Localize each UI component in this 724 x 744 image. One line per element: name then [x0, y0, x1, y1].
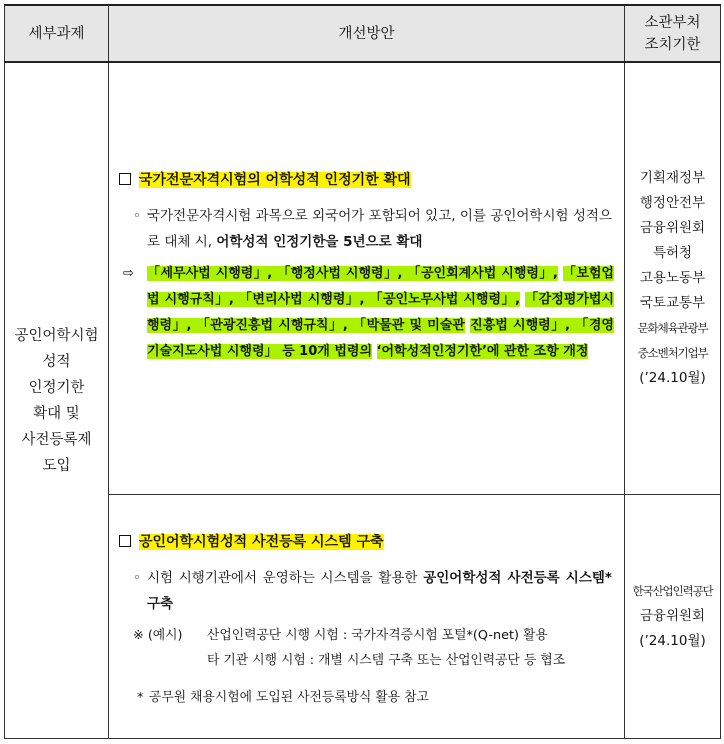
header-task [5, 5, 109, 62]
task-line: 확대 및 [33, 405, 80, 422]
law-line: ‘어학성적인정기한’에 관한 조항 개정 [376, 344, 589, 359]
header-plan [109, 5, 625, 62]
plan-paragraph [119, 203, 614, 255]
dept-name: 기획재정부 [639, 169, 706, 186]
note-line: 산업인력공단 시행 시험 : 국가자격증시험 포털*(Q-net) 활용 [207, 627, 548, 643]
header-plan-label: 개선방안 [338, 25, 395, 42]
table-row [5, 494, 721, 739]
bullet-icon: ◦ [133, 569, 141, 586]
table-row [5, 62, 721, 494]
right-arrow-icon: ⇨ [123, 266, 134, 281]
law-amendment-list [119, 261, 614, 365]
header-row [5, 5, 721, 62]
paragraph-bold-text: 어학성적 인정기한을 5년으로 확대 [216, 234, 423, 250]
header-task-label: 세부과제 [28, 25, 85, 42]
deadline: (’24.10월) [639, 632, 706, 649]
bullet-icon: ◦ [133, 208, 141, 224]
reform-table [4, 4, 721, 739]
law-line: 「보험업법 시행규칙」, 「변리사법 시행령」, 「공인노무사법 시행령」, [147, 266, 614, 307]
plan-cell-2 [109, 494, 625, 739]
note-mark-icon: ※ [133, 627, 144, 643]
header-deadline-label: 조치기한 [644, 36, 701, 53]
paragraph-bold-text: 공인어학성적 사전등록 시스템* 구축 [147, 569, 612, 612]
plan-heading-2 [119, 531, 614, 553]
dept-name: 금융위원회 [639, 607, 706, 624]
task-cell [5, 62, 109, 739]
note-line: 타 기관 시행 시험 : 개별 시스템 구축 또는 산업인력공단 등 협조 [207, 652, 566, 668]
note-prefix: (예시) [147, 627, 183, 643]
task-line: 사전등록제 [21, 431, 92, 448]
task-line: 공인어학시험 [14, 327, 99, 344]
deadline: (’24.10월) [639, 369, 706, 386]
checkbox-square-icon [119, 173, 131, 185]
dept-name: 행정안전부 [639, 194, 706, 211]
dept-name: 국토교통부 [639, 294, 706, 311]
dept-name: 문화체육관광부 [637, 320, 708, 335]
plan-heading-1 [119, 169, 614, 191]
paragraph-text: 국가전문자격시험 과목으로 외국어가 포함되어 있고, 이를 공인어학시험 성적으로 대체 시, [147, 208, 612, 250]
task-line: 성적 [42, 353, 71, 370]
checkbox-square-icon [119, 535, 131, 547]
law-line: 진흥법 시행령」, 「경영기술지도사법 시행령」 등 10개 법령의 [147, 318, 614, 359]
dept-cell-2 [625, 494, 721, 739]
dept-cell-1 [625, 62, 721, 494]
dept-name: 중소벤처기업부 [637, 345, 708, 360]
task-line: 인정기한 [28, 379, 85, 396]
header-dept [625, 5, 721, 62]
plan-heading-text: 국가전문자격시험의 어학성적 인정기한 확대 [139, 172, 411, 188]
header-dept-label: 소관부처 [644, 14, 701, 31]
footnote [119, 687, 614, 709]
note-marker [133, 623, 183, 648]
law-line: 「감정평가법시행령」, 「관광진흥법 시행규칙」, 「박물관 및 미술관 [147, 292, 614, 333]
paragraph-text: 시험 시행기관에서 운영하는 시스템을 활용한 [147, 569, 424, 586]
dept-name: 한국산업인력공단 [632, 583, 713, 598]
dept-name: 고용노동부 [639, 269, 706, 286]
plan-cell-1 [109, 62, 625, 494]
task-line: 도입 [42, 457, 71, 474]
plan-heading-text: 공인어학시험성적 사전등록 시스템 구축 [139, 533, 384, 550]
example-note [119, 623, 614, 673]
plan-paragraph [119, 565, 614, 617]
asterisk-icon: * [137, 689, 144, 705]
law-line: 「세무사법 시행령」, 「행정사법 시행령」, 「공인회계사법 시행령」, [147, 266, 558, 281]
dept-name: 금융위원회 [639, 219, 706, 236]
footnote-text: 공무원 채용시험에 도입된 사전등록방식 활용 참고 [149, 689, 429, 705]
dept-name: 특허청 [652, 244, 693, 261]
